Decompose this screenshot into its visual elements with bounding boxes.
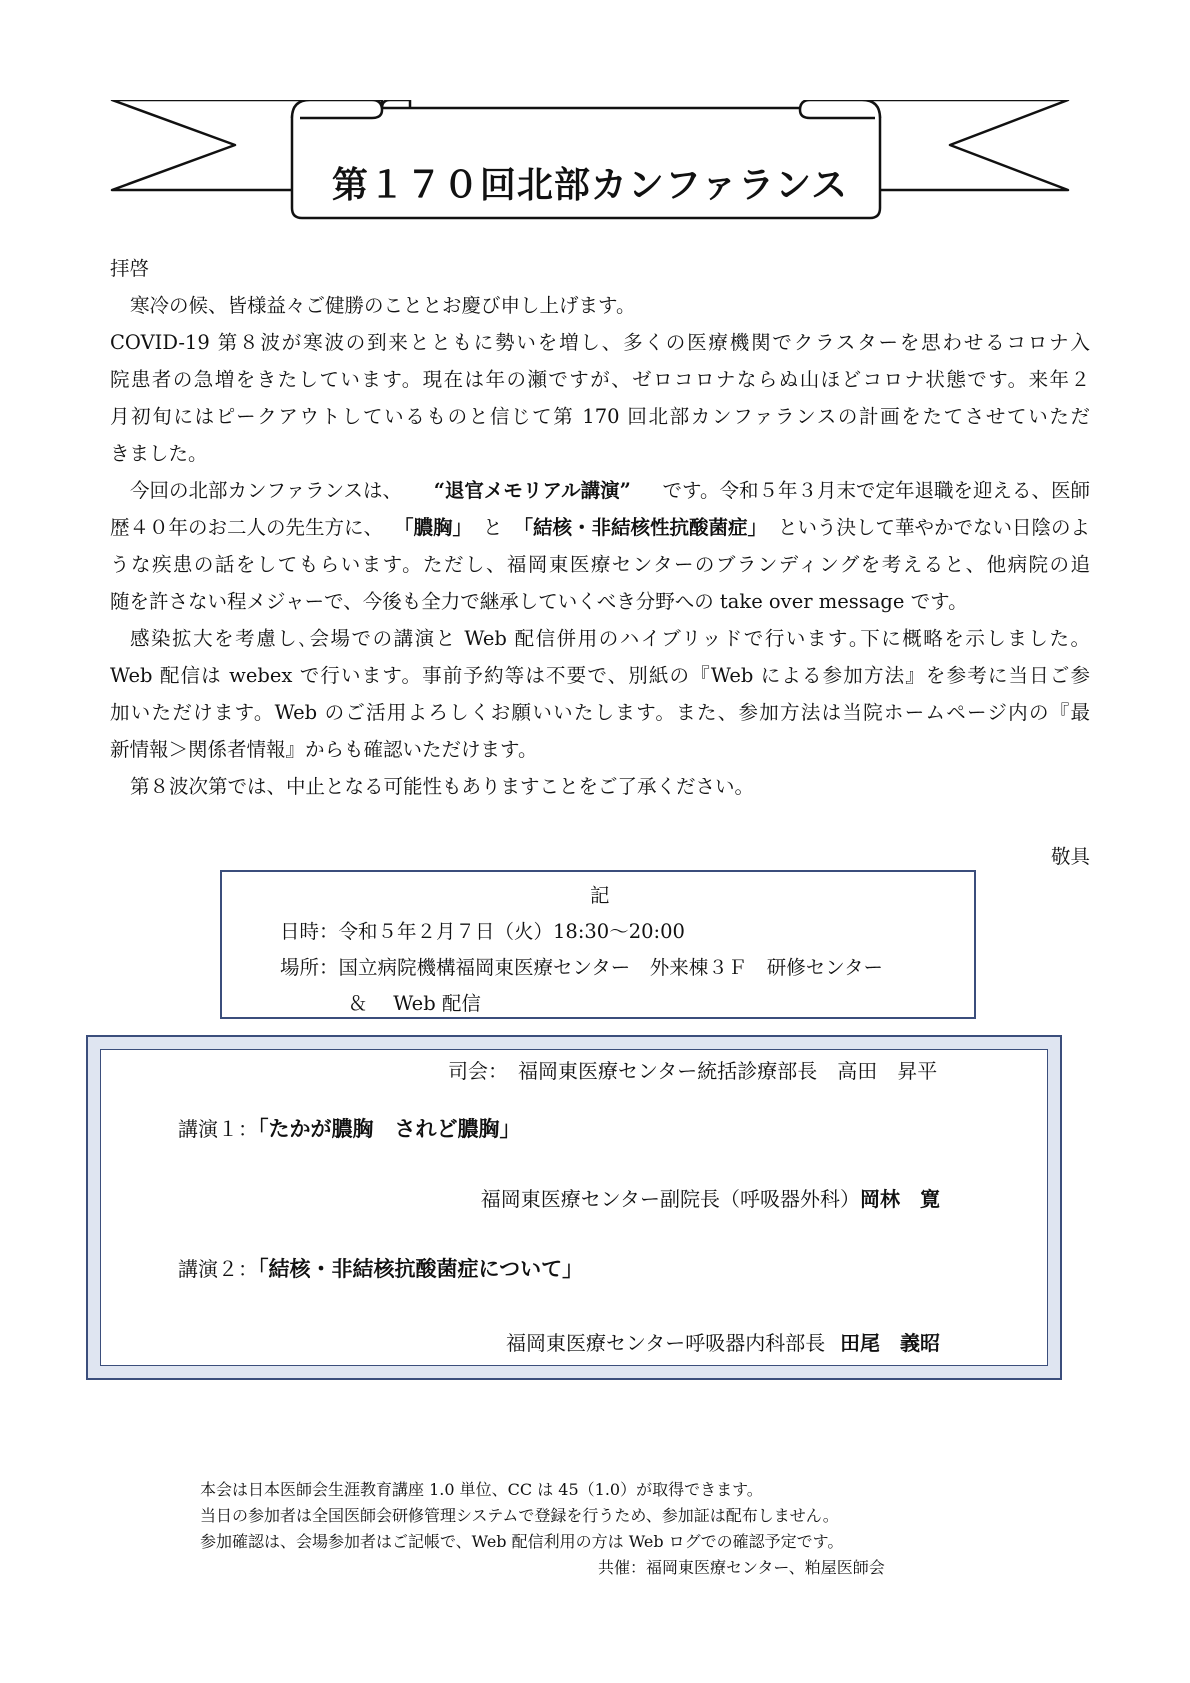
emphasis-title: “退官メモリアル講演”: [433, 479, 631, 502]
details-box: [220, 870, 976, 1019]
salutation: 拝啓: [110, 257, 150, 280]
cohost: 共催：福岡東医療センター、粕屋医師会: [598, 1558, 885, 1577]
lecture-2: [178, 1253, 583, 1283]
paragraph-2-line-2: 院患者の急増をきたしています。現在は年の瀬ですが、ゼロコロナならぬ山ほどコロナ状態です。来年２: [110, 368, 1090, 391]
lecture-1-title: 「たかが膿胸 されど膿胸」: [258, 1116, 521, 1141]
paragraph-5: 第８波次第では、中止となる可能性もありますことをご了承ください。: [130, 775, 755, 798]
paragraph-3-line-1: [130, 472, 1090, 509]
emphasis-topic-1: 「膿胸」: [393, 516, 472, 539]
text-segment: です。令和５年３月末で定年退職を迎える、医師: [662, 479, 1090, 502]
event-venue-web: ＆ Web 配信: [348, 992, 481, 1015]
lecture-2-title: 「結核・非結核抗酸菌症について」: [258, 1256, 584, 1281]
moderator: 司会： 福岡東医療センター統括診療部長 高田 昇平: [448, 1059, 938, 1083]
note-credits: 本会は日本医師会生涯教育講座 1.0 単位、CC は 45（1.0）が取得できます。: [200, 1480, 763, 1499]
lecture-2-label: 講演２：: [178, 1257, 258, 1281]
emphasis-topic-2: 「結核・非結核性抗酸菌症」: [513, 516, 767, 539]
lecture-1-affiliation: 福岡東医療センター副院長（呼吸器外科）: [480, 1187, 860, 1211]
paragraph-4-line-2: Web 配信は webex で行います。事前予約等は不要で、別紙の『Web による参加方法』を参考に当日ご参: [110, 664, 1090, 687]
note-attendance: 当日の参加者は全国医師会研修管理システムで登録を行うため、参加証は配布しません。: [200, 1506, 839, 1525]
text-segment: 今回の北部カンファランスは、: [130, 479, 403, 502]
text-segment: 歴４０年のお二人の先生方に、: [110, 516, 384, 539]
paragraph-3-line-3: うな疾患の話をしてもらいます。ただし、福岡東医療センターのブランディングを考えると、他病院の追: [110, 553, 1090, 576]
paragraph-1: 寒冷の候、皆様益々ご健勝のこととお慶び申し上げます。: [130, 294, 636, 317]
paragraph-4-line-3: 加いただけます。Web のご活用よろしくお願いいたします。また、参加方法は当院ホームページ内の『最: [110, 701, 1090, 724]
lecture-1-label: 講演１：: [178, 1117, 258, 1141]
text-segment: という決して華やかでない日陰のよ: [777, 516, 1090, 539]
paragraph-3-line-2: [110, 509, 1090, 546]
paragraph-4-line-1: 感染拡大を考慮し､会場での講演と Web 配信併用のハイブリッドで行います｡下に概略を示しました。: [130, 627, 1090, 650]
lecture-2-name: 田尾 義昭: [840, 1331, 940, 1355]
program-box: [86, 1035, 1062, 1380]
lecture-2-affiliation: 福岡東医療センター呼吸器内科部長: [506, 1331, 826, 1355]
event-datetime: 日時：令和５年２月７日（火）18:30～20:00: [280, 920, 685, 943]
paragraph-2-line-1: COVID-19 第８波が寒波の到来とともに勢いを増し、多くの医療機関でクラスターを思わせるコロナ入: [110, 331, 1090, 354]
page-title: 第１７０回北部カンファランス: [331, 163, 849, 206]
paragraph-2-line-3: 月初旬にはピークアウトしているものと信じて第 170 回北部カンファランスの計画をたてさせていただ: [110, 405, 1090, 428]
paragraph-3-line-4: 随を許さない程メジャーで、今後も全力で継承していくべき分野への take over message です。: [110, 590, 968, 613]
note-confirmation: 参加確認は、会場参加者はご記帳で、Web 配信利用の方は Web ログでの確認予定です。: [200, 1532, 844, 1551]
lecture-1-name: 岡林 寛: [860, 1187, 940, 1211]
text-segment: と: [482, 516, 503, 539]
event-venue: 場所：国立病院機構福岡東医療センター 外来棟３Ｆ 研修センター: [280, 956, 883, 979]
lecture-1: [178, 1113, 521, 1143]
paragraph-4-line-4: 新情報＞関係者情報』からも確認いただけます。: [110, 738, 538, 761]
closing: 敬具: [1050, 845, 1090, 868]
details-heading: 記: [590, 884, 610, 907]
lecture-1-speaker: [481, 1183, 940, 1212]
paragraph-2-line-4: きました。: [110, 442, 208, 465]
